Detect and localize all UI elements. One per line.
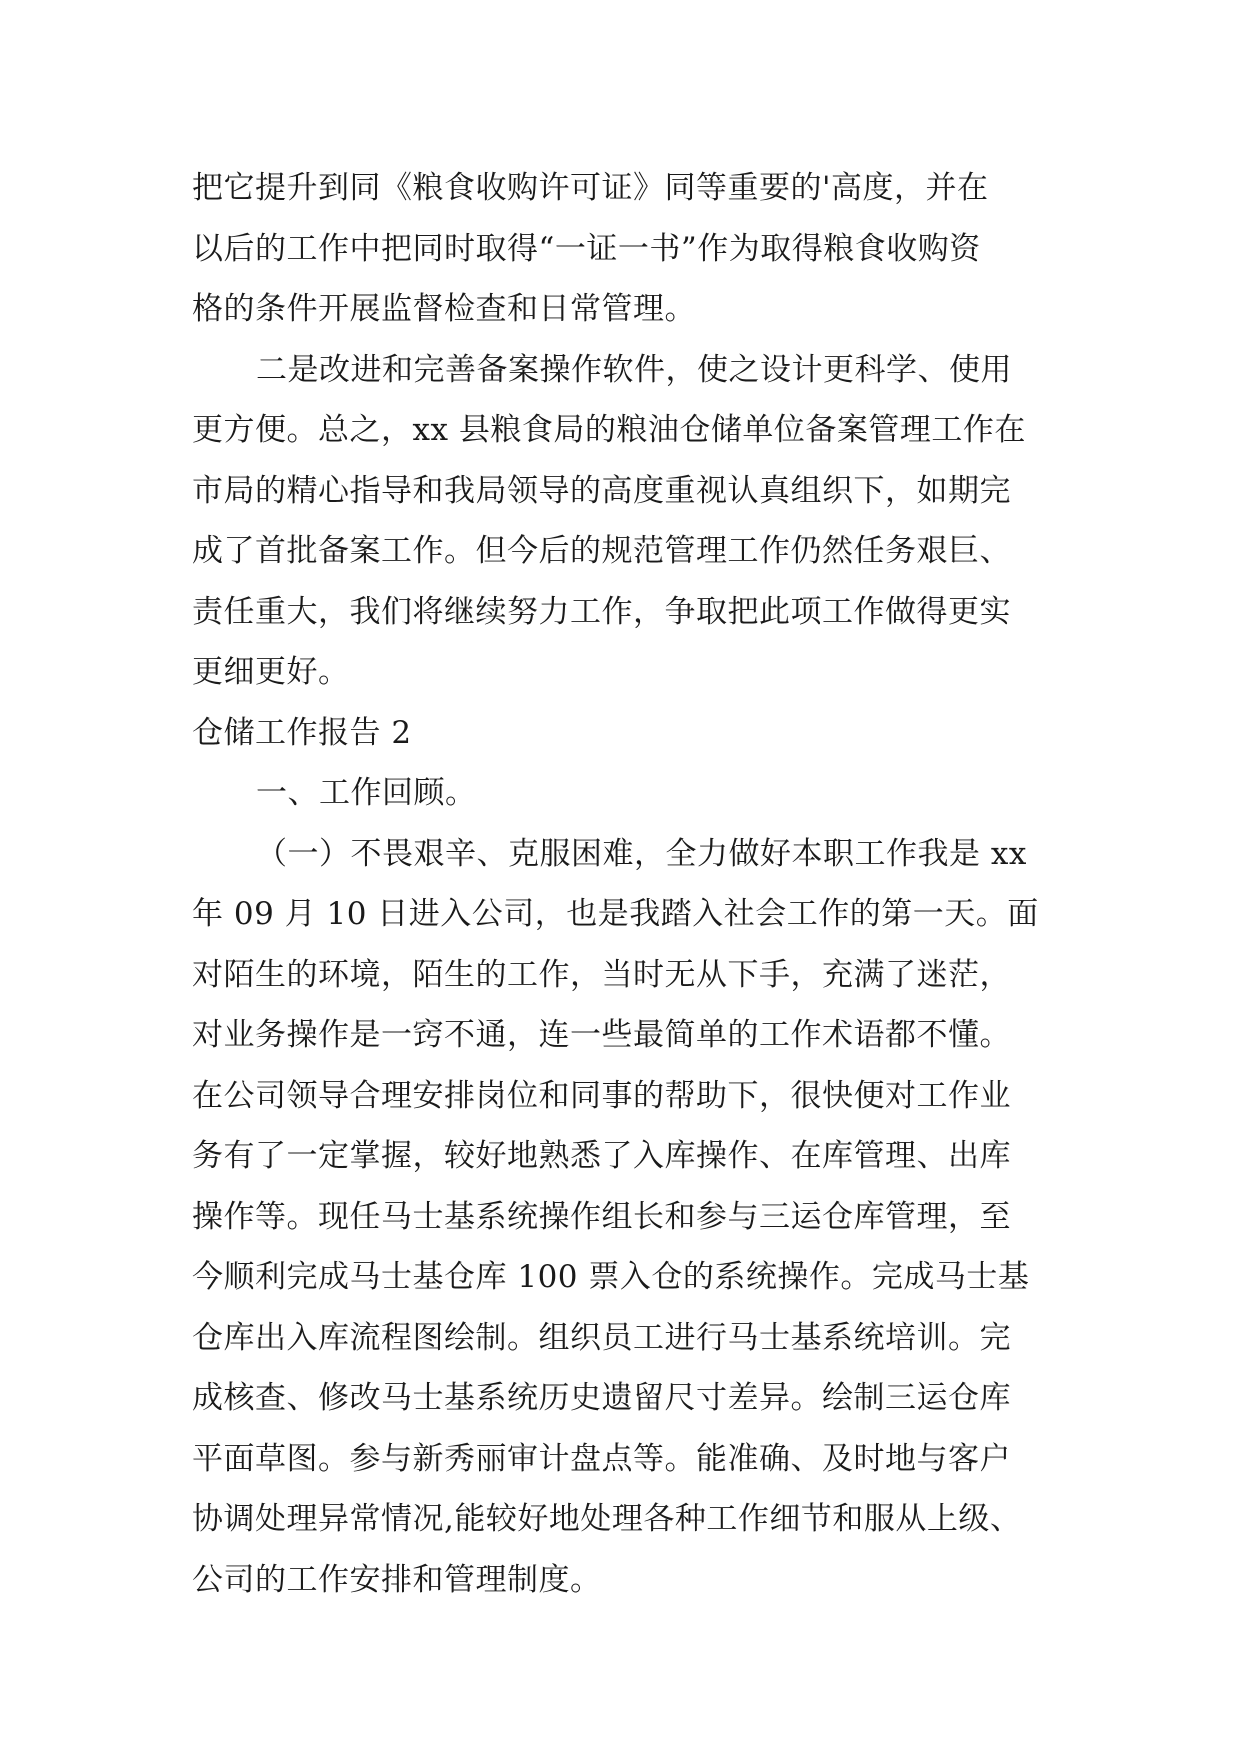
text-line: 仓库出入库流程图绘制。组织员工进行马士基系统培训。完 — [192, 1319, 1011, 1356]
text-line: 成了首批备案工作。但今后的规范管理工作仍然任务艰巨、 — [192, 533, 1011, 569]
text-line: 务有了一定掌握，较好地熟悉了入库操作、在库管理、出库 — [192, 1138, 1011, 1174]
text-line: 平面草图。参与新秀丽审计盘点等。能准确、及时地与客户 — [192, 1440, 1011, 1477]
text-line: 成核查、修改马士基系统历史遗留尺寸差异。绘制三运仓库 — [192, 1380, 1011, 1416]
text-line: 把它提升到同《粮食收购许可证》同等重要的'高度，并在 — [192, 170, 989, 206]
text-line: 一、工作回顾。 — [256, 775, 477, 811]
text-line: 在公司领导合理安排岗位和同事的帮助下，很快便对工作业 — [192, 1077, 1011, 1114]
text-line: 更方便。总之，xx 县粮食局的粮油仓储单位备案管理工作在 — [192, 412, 1026, 448]
text-line: 对业务操作是一窍不通，连一些最简单的工作术语都不懂。 — [192, 1017, 1011, 1053]
text-line: 仓储工作报告 2 — [192, 714, 412, 751]
text-line: 年 09 月 10 日进入公司，也是我踏入社会工作的第一天。面 — [192, 896, 1039, 932]
text-line: 对陌生的环境，陌生的工作，当时无从下手，充满了迷茫， — [192, 956, 1011, 993]
text-line: （一）不畏艰辛、克服困难，全力做好本职工作我是 xx — [256, 835, 1027, 872]
text-line: 今顺利完成马士基仓库 100 票入仓的系统操作。完成马士基 — [192, 1259, 1030, 1295]
text-line: 公司的工作安排和管理制度。 — [192, 1561, 602, 1598]
text-line: 二是改进和完善备案操作软件，使之设计更科学、使用 — [256, 351, 1012, 388]
text-line: 市局的精心指导和我局领导的高度重视认真组织下，如期完 — [192, 472, 1011, 509]
text-line: 协调处理异常情况,能较好地处理各种工作细节和服从上级、 — [192, 1501, 1022, 1537]
text-line: 操作等。现任马士基系统操作组长和参与三运仓库管理，至 — [192, 1198, 1011, 1235]
text-line: 格的条件开展监督检查和日常管理。 — [192, 291, 696, 327]
text-line: 以后的工作中把同时取得“一证一书”作为取得粮食收购资 — [192, 230, 981, 267]
text-line: 责任重大，我们将继续努力工作，争取把此项工作做得更实 — [192, 593, 1011, 630]
text-line: 更细更好。 — [192, 654, 350, 690]
body-text — [192, 158, 1072, 1610]
